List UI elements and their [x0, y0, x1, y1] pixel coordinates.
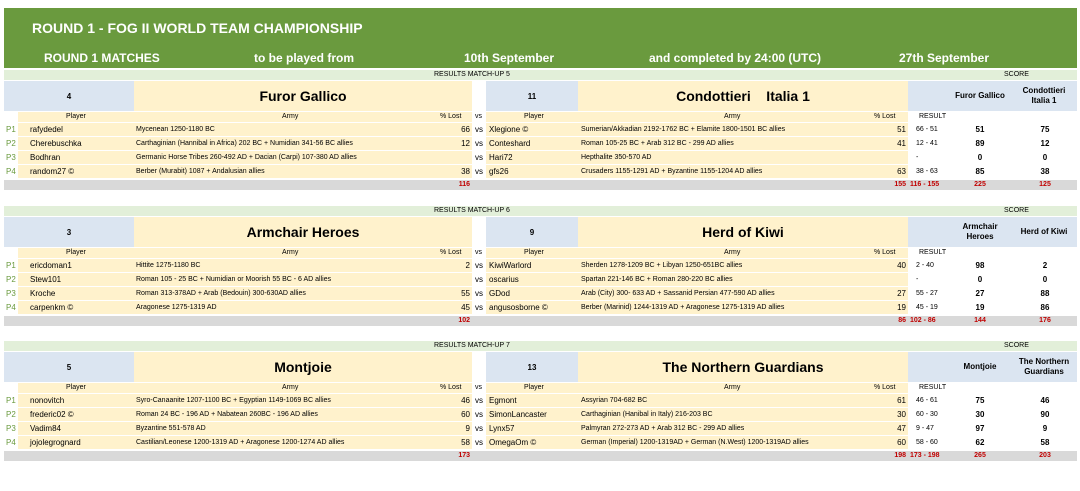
score-left: 0 [977, 153, 983, 162]
left-player: carpenkm © [30, 303, 74, 312]
score-right: 38 [1040, 167, 1050, 176]
col-army: Army [724, 113, 741, 120]
result: - [916, 276, 919, 283]
score-right: 88 [1040, 289, 1050, 298]
result: 12 - 41 [916, 140, 938, 147]
col-header-bg [486, 112, 908, 122]
left-total: 116 [458, 181, 470, 188]
result: 2 - 40 [916, 262, 934, 269]
right-player: Xlegione © [489, 125, 529, 134]
score-right-total: 176 [1039, 317, 1051, 324]
totals-row [4, 451, 1077, 461]
score-left: 97 [975, 424, 985, 433]
vs-label: vs [475, 303, 483, 312]
right-army: Berber (Marinid) 1244-1319 AD + Aragonese 1275-1319 AD allies [581, 304, 785, 311]
player-position: P4 [6, 438, 16, 447]
column-header-row [4, 248, 1077, 258]
right-player: oscarius [489, 275, 519, 284]
left-lost: 12 [461, 139, 470, 148]
col-vs: vs [475, 113, 482, 120]
right-army: Palmyran 272-273 AD + Arab 312 BC - 299 AD allies [581, 425, 745, 432]
right-seed: 13 [486, 352, 578, 382]
end-date: 27th September [899, 51, 990, 65]
right-player: SimonLancaster [489, 410, 547, 419]
col-lost: % Lost [874, 113, 896, 120]
score-left-total: 225 [974, 181, 986, 188]
round-label: ROUND 1 MATCHES [44, 51, 160, 65]
row-bg [18, 422, 472, 435]
score-head-right: The Northern Guardians [1014, 352, 1074, 382]
vs-label: vs [475, 289, 483, 298]
table-row [4, 273, 1077, 286]
vs-label: vs [475, 396, 483, 405]
left-army: Syro-Canaanite 1207-1100 BC + Egyptian 1149-1069 BC allies [136, 397, 331, 404]
vs-label: vs [475, 275, 483, 284]
table-row [4, 123, 1077, 136]
left-army: Aragonese 1275-1319 AD [136, 304, 217, 311]
right-lost: 51 [897, 125, 906, 134]
result: 45 - 19 [916, 304, 938, 311]
score-right: 86 [1040, 303, 1050, 312]
left-team-name: Montjoie [134, 352, 472, 382]
right-player: KiwiWarlord [489, 261, 532, 270]
right-army: Roman 105-25 BC + Arab 312 BC - 299 AD allies [581, 140, 734, 147]
col-header-bg [18, 383, 472, 393]
right-lost: 19 [897, 303, 906, 312]
score-left: 51 [975, 125, 985, 134]
score-right: 90 [1040, 410, 1050, 419]
score-right: 2 [1042, 261, 1048, 270]
left-lost: 46 [461, 396, 470, 405]
left-team-name: Armchair Heroes [134, 217, 472, 247]
score-right-total: 125 [1039, 181, 1051, 188]
vs-label: vs [475, 153, 483, 162]
player-position: P2 [6, 139, 16, 148]
left-player: random27 © [30, 167, 75, 176]
left-army: Berber (Murabit) 1087 + Andalusian allies [136, 168, 265, 175]
right-lost: 30 [897, 410, 906, 419]
vs-label: vs [475, 139, 483, 148]
right-player: angusosborne © [489, 303, 548, 312]
right-army: Carthaginian (Hanibal in Italy) 216-203 BC [581, 411, 713, 418]
vs-label: vs [475, 424, 483, 433]
team-header-row [4, 81, 1077, 111]
player-position: P2 [6, 410, 16, 419]
right-lost: 27 [897, 289, 906, 298]
score-left: 19 [975, 303, 985, 312]
score-left: 75 [975, 396, 985, 405]
left-seed: 4 [4, 81, 134, 111]
score-left-total: 265 [974, 452, 986, 459]
right-seed: 9 [486, 217, 578, 247]
left-lost: 58 [461, 438, 470, 447]
left-lost: 60 [461, 410, 470, 419]
right-team-name: The Northern Guardians [578, 352, 908, 382]
score-left: 30 [975, 410, 985, 419]
left-lost: 45 [461, 303, 470, 312]
left-player: rafydedel [30, 125, 63, 134]
left-player: Stew101 [30, 275, 62, 284]
row-bg [486, 394, 908, 407]
col-header-bg [486, 248, 908, 258]
left-seed: 5 [4, 352, 134, 382]
result: 9 - 47 [916, 425, 934, 432]
right-player: Egmont [489, 396, 517, 405]
score-right-total: 203 [1039, 452, 1051, 459]
col-player: Player [66, 384, 86, 391]
col-header-bg [18, 248, 472, 258]
right-player: Conteshard [489, 139, 531, 148]
score-head-right: Condottieri Italia 1 [1014, 81, 1074, 111]
col-player: Player [66, 249, 86, 256]
right-total: 86 [898, 317, 906, 324]
left-army: Byzantine 551-578 AD [136, 425, 206, 432]
score-label: SCORE [1004, 342, 1029, 349]
right-player: GDod [489, 289, 510, 298]
score-label: SCORE [1004, 207, 1029, 214]
col-lost: % Lost [440, 384, 462, 391]
right-army: Arab (City) 300- 633 AD + Sassanid Persian 477-590 AD allies [581, 290, 775, 297]
player-position: P1 [6, 125, 16, 134]
right-army: Hepthalite 350-570 AD [581, 154, 652, 161]
left-player: jojolegrognard [30, 438, 81, 447]
col-header-bg [486, 383, 908, 393]
score-left: 62 [975, 438, 985, 447]
result: 55 - 27 [916, 290, 938, 297]
totals-row [4, 316, 1077, 326]
score-right: 46 [1040, 396, 1050, 405]
score-head-left: Furor Gallico [954, 81, 1006, 111]
right-lost: 40 [897, 261, 906, 270]
right-lost: 63 [897, 167, 906, 176]
result: 38 - 63 [916, 168, 938, 175]
col-player: Player [524, 249, 544, 256]
col-player: Player [524, 113, 544, 120]
vs-label: vs [475, 167, 483, 176]
score-left: 0 [977, 275, 983, 284]
score-left: 85 [975, 167, 985, 176]
left-total: 173 [458, 452, 470, 459]
col-result: RESULT [919, 384, 947, 391]
left-total: 102 [458, 317, 470, 324]
col-player: Player [66, 113, 86, 120]
row-bg [486, 151, 908, 164]
right-army: Sumerian/Akkadian 2192-1762 BC + Elamite 1800-1501 BC allies [581, 126, 786, 133]
column-header-row [4, 383, 1077, 393]
player-position: P4 [6, 167, 16, 176]
player-position: P4 [6, 303, 16, 312]
col-army: Army [282, 249, 299, 256]
right-army: Spartan 221-146 BC + Roman 280-220 BC allies [581, 276, 733, 283]
vs-label: vs [475, 261, 483, 270]
left-lost: 2 [465, 261, 470, 270]
right-army: Sherden 1278-1209 BC + Libyan 1250-651BC allies [581, 262, 743, 269]
result-total: 102 - 86 [910, 317, 936, 324]
vs-label: vs [475, 438, 483, 447]
table-row [4, 408, 1077, 421]
score-label: SCORE [1004, 71, 1029, 78]
left-lost: 38 [461, 167, 470, 176]
left-army: Castilian/Leonese 1200-1319 AD + Aragonese 1200-1274 AD allies [136, 439, 345, 446]
right-seed: 11 [486, 81, 578, 111]
left-player: frederic02 © [30, 410, 74, 419]
left-team-name: Furor Gallico [134, 81, 472, 111]
col-army: Army [724, 249, 741, 256]
right-army: German (Imperial) 1200-1319AD + German (N.West) 1200-1319AD allies [581, 439, 809, 446]
player-position: P1 [6, 396, 16, 405]
col-army: Army [724, 384, 741, 391]
row-bg [18, 301, 472, 314]
table-row [4, 436, 1077, 449]
completed-label: and completed by 24:00 (UTC) [649, 51, 822, 65]
player-position: P3 [6, 424, 16, 433]
score-right: 0 [1042, 153, 1048, 162]
score-head-left: Armchair Heroes [954, 217, 1006, 247]
matchup-label: RESULTS MATCH-UP 5 [434, 71, 510, 78]
table-row [4, 165, 1077, 178]
score-left: 27 [975, 289, 985, 298]
table-row [4, 137, 1077, 150]
vs-label: vs [475, 410, 483, 419]
left-army: Mycenean 1250-1180 BC [136, 126, 215, 133]
left-army: Roman 105 - 25 BC + Numidian or Moorish 55 BC - 6 AD allies [136, 276, 332, 283]
player-position: P3 [6, 289, 16, 298]
team-header-row [4, 352, 1077, 382]
right-player: Hari72 [489, 153, 513, 162]
right-team-name: Herd of Kiwi [578, 217, 908, 247]
right-player: gfs26 [489, 167, 509, 176]
right-army: Assyrian 704-682 BC [581, 397, 648, 404]
result: - [916, 154, 919, 161]
from-date: 10th September [464, 51, 555, 65]
result: 46 - 61 [916, 397, 938, 404]
right-army: Crusaders 1155-1291 AD + Byzantine 1155-1204 AD allies [581, 168, 763, 175]
matchup-label-row [4, 206, 1077, 216]
left-lost: 66 [461, 125, 470, 134]
player-position: P3 [6, 153, 16, 162]
right-player: Lynx57 [489, 424, 515, 433]
score-left: 98 [975, 261, 985, 270]
vs-label: vs [475, 125, 483, 134]
right-team-name: Condottieri Italia 1 [578, 81, 908, 111]
column-header-row [4, 112, 1077, 122]
score-left: 89 [975, 139, 985, 148]
player-position: P1 [6, 261, 16, 270]
left-seed: 3 [4, 217, 134, 247]
left-player: ericdoman1 [30, 261, 72, 270]
score-head-right: Herd of Kiwi [1014, 217, 1074, 247]
left-player: Bodhran [30, 153, 61, 162]
table-row [4, 422, 1077, 435]
col-army: Army [282, 384, 299, 391]
table-row [4, 151, 1077, 164]
table-row [4, 301, 1077, 314]
right-lost: 61 [897, 396, 906, 405]
right-total: 198 [894, 452, 906, 459]
left-player: nonovitch [30, 396, 65, 405]
matchup-label-row [4, 341, 1077, 351]
score-head-left: Montjoie [954, 352, 1006, 382]
row-bg [18, 259, 472, 272]
right-total: 155 [894, 181, 906, 188]
right-player: OmegaOm © [489, 438, 537, 447]
left-player: Cherebuschka [30, 139, 82, 148]
matchup-label: RESULTS MATCH-UP 6 [434, 207, 510, 214]
totals-row [4, 180, 1077, 190]
table-row [4, 394, 1077, 407]
col-player: Player [524, 384, 544, 391]
col-lost: % Lost [874, 384, 896, 391]
left-lost: 9 [465, 424, 470, 433]
right-lost: 41 [897, 139, 906, 148]
result-total: 116 - 155 [910, 181, 940, 188]
left-army: Germanic Horse Tribes 260-492 AD + Dacian (Carpi) 107-380 AD allies [136, 154, 357, 161]
col-vs: vs [475, 249, 482, 256]
col-vs: vs [475, 384, 482, 391]
score-left-total: 144 [974, 317, 986, 324]
score-right: 75 [1040, 125, 1050, 134]
col-result: RESULT [919, 249, 947, 256]
left-army: Roman 313-378AD + Arab (Bedouin) 300-630AD allies [136, 290, 306, 297]
score-right: 12 [1040, 139, 1050, 148]
score-right: 0 [1042, 275, 1048, 284]
title-banner [4, 8, 1077, 68]
matchup-label-row [4, 70, 1077, 80]
col-result: RESULT [919, 113, 947, 120]
result: 58 - 60 [916, 439, 938, 446]
result: 66 - 51 [916, 126, 938, 133]
col-army: Army [282, 113, 299, 120]
result-total: 173 - 198 [910, 452, 940, 459]
left-army: Roman 24 BC - 196 AD + Nabatean 260BC - 196 AD allies [136, 411, 318, 418]
table-row [4, 259, 1077, 272]
page-title: ROUND 1 - FOG II WORLD TEAM CHAMPIONSHIP [32, 20, 363, 36]
col-header-bg [18, 112, 472, 122]
score-right: 9 [1042, 424, 1048, 433]
left-player: Kroche [30, 289, 56, 298]
col-lost: % Lost [874, 249, 896, 256]
col-lost: % Lost [440, 113, 462, 120]
result: 60 - 30 [916, 411, 938, 418]
left-player: Vadim84 [30, 424, 61, 433]
row-bg [18, 123, 472, 136]
matchup-label: RESULTS MATCH-UP 7 [434, 342, 510, 349]
score-right: 58 [1040, 438, 1050, 447]
left-army: Carthaginian (Hannibal in Africa) 202 BC + Numidian 341-56 BC allies [136, 140, 353, 147]
team-header-row [4, 217, 1077, 247]
player-position: P2 [6, 275, 16, 284]
col-lost: % Lost [440, 249, 462, 256]
left-lost: 55 [461, 289, 470, 298]
table-row [4, 287, 1077, 300]
left-army: Hittite 1275-1180 BC [136, 262, 201, 269]
from-label: to be played from [254, 51, 355, 65]
right-lost: 47 [897, 424, 906, 433]
right-lost: 60 [897, 438, 906, 447]
